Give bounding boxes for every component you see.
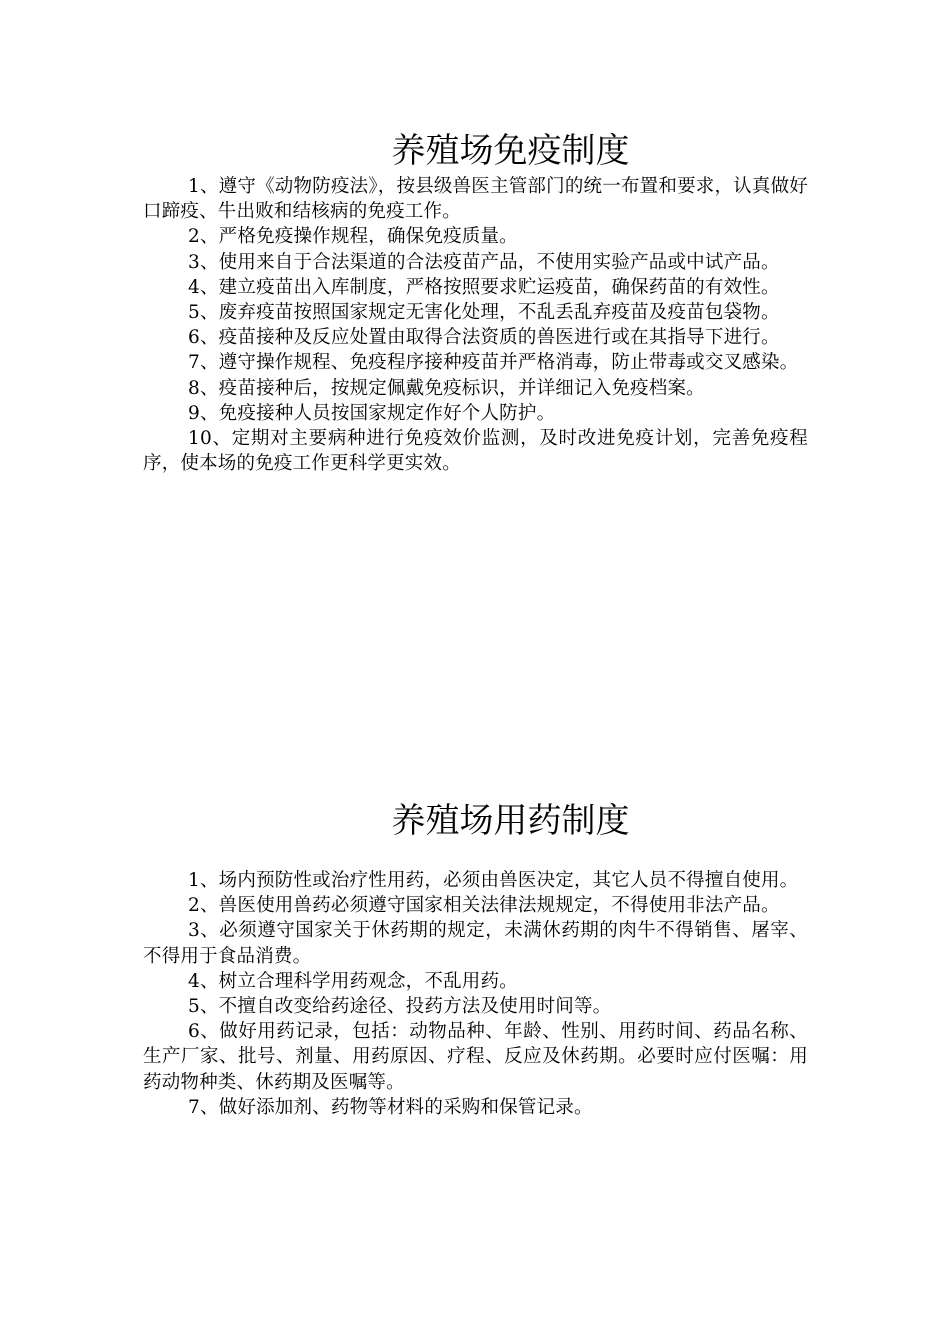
immunization-item: 7、遵守操作规程、免疫程序接种疫苗并严格消毒，防止带毒或交叉感染。 — [188, 352, 799, 374]
immunization-item: 4、建立疫苗出入库制度，严格按照要求贮运疫苗，确保药苗的有效性。 — [188, 276, 780, 298]
immunization-item: 2、严格免疫操作规程，确保免疫质量。 — [188, 226, 518, 248]
medication-item: 6、做好用药记录，包括：动物品种、年龄、性别、用药时间、药品名称、生产厂家、批号、剂量、用药原因、疗程、反应及休药期。必要时应付医嘱：用药动物种类、休药期及医嘱等。 — [143, 1021, 808, 1093]
medication-item: 3、必须遵守国家关于休药期的规定，未满休药期的肉牛不得销售、屠宰、不得用于食品消费。 — [143, 920, 808, 967]
medication-item: 1、场内预防性或治疗性用药，必须由兽医决定，其它人员不得擅自使用。 — [188, 870, 799, 891]
immunization-item: 10、定期对主要病种进行免疫效价监测，及时改进免疫计划，完善免疫程序，使本场的免疫工作更科学更实效。 — [143, 428, 808, 475]
medication-item: 4、树立合理科学用药观念，不乱用药。 — [188, 970, 518, 992]
immunization-item: 5、废弃疫苗按照国家规定无害化处理，不乱丢乱弃疫苗及疫苗包袋物。 — [188, 302, 780, 324]
immunization-title: 养殖场免疫制度 — [391, 131, 630, 171]
medication-section — [143, 798, 808, 1120]
medication-item: 2、兽医使用兽药必须遵守国家相关法律法规规定，不得使用非法产品。 — [188, 895, 780, 917]
immunization-item: 8、疫苗接种后，按规定佩戴免疫标识，并详细记入免疫档案。 — [188, 377, 705, 399]
medication-item: 5、不擅自改变给药途径、投药方法及使用时间等。 — [188, 996, 612, 1018]
immunization-item: 3、使用来自于合法渠道的合法疫苗产品，不使用实验产品或中试产品。 — [188, 251, 780, 273]
immunization-item: 1、遵守《动物防疫法》，按县级兽医主管部门的统一布置和要求，认真做好口蹄疫、牛出败和结核病的免疫工作。 — [143, 176, 808, 223]
medication-title: 养殖场用药制度 — [391, 801, 630, 841]
immunization-section — [143, 128, 808, 476]
immunization-item: 9、免疫接种人员按国家规定作好个人防护。 — [188, 402, 556, 424]
immunization-item: 6、疫苗接种及反应处置由取得合法资质的兽医进行或在其指导下进行。 — [188, 327, 780, 349]
medication-item: 7、做好添加剂、药物等材料的采购和保管记录。 — [188, 1096, 593, 1118]
